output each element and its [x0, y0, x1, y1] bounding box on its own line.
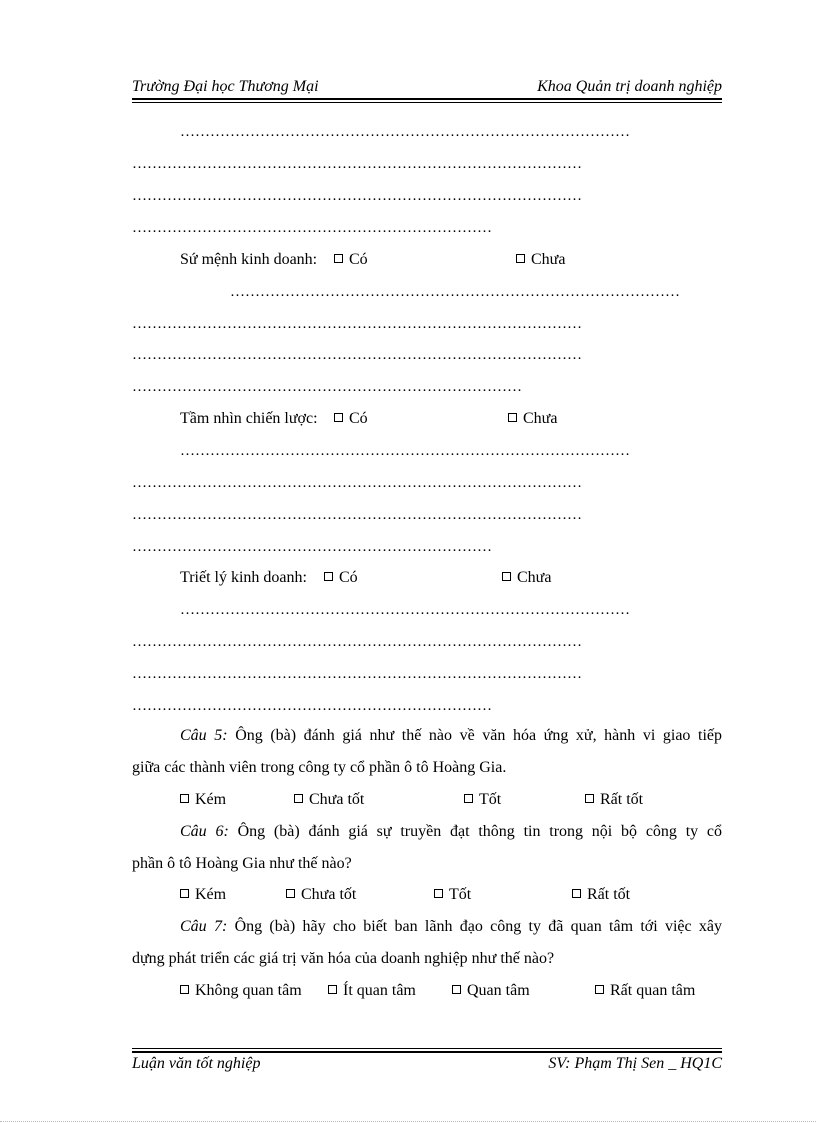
checkbox-icon[interactable] [516, 254, 525, 263]
dotted-line: ……………………………………………………………………………… [132, 666, 582, 682]
option-label: Có [349, 251, 368, 268]
q7-option-4[interactable] [595, 982, 695, 1000]
checkbox-icon[interactable] [572, 889, 581, 898]
dotted-line: ……………………………………………………………………………… [132, 507, 582, 523]
q6-option-4[interactable] [572, 886, 630, 904]
dotted-line: ……………………………………………………………………………… [132, 188, 582, 204]
checkbox-icon[interactable] [502, 572, 511, 581]
vision-yes-option[interactable] [334, 410, 368, 428]
q5-option-4[interactable] [585, 791, 643, 809]
dotted-line: ……………………………………………………………………………… [132, 634, 582, 650]
mission-no-option[interactable] [516, 251, 565, 269]
option-label: Tốt [449, 886, 472, 903]
header-school: Trường Đại học Thương Mại [132, 78, 319, 95]
page-edge-divider [0, 1121, 816, 1122]
option-label: Rất tốt [587, 886, 631, 903]
dotted-line: …………………………………………………………………… [132, 379, 522, 395]
philosophy-label: Triết lý kinh doanh: [180, 569, 307, 586]
dotted-line: ……………………………………………………………… [132, 539, 492, 555]
q6-option-3[interactable] [434, 886, 471, 904]
checkbox-icon[interactable] [324, 572, 333, 581]
header-faculty: Khoa Quản trị doanh nghiệp [537, 78, 722, 95]
option-label: Tốt [479, 791, 502, 808]
option-label: Rất tốt [600, 791, 644, 808]
q5-option-2[interactable] [294, 791, 364, 809]
q7-option-3[interactable] [452, 982, 530, 1000]
option-label: Có [349, 410, 368, 427]
page-header [132, 78, 722, 98]
question-5-line-2: giữa các thành viên trong công ty cổ phần ô tô Hoàng Gia. [132, 759, 507, 776]
dotted-line: ……………………………………………………………………………… [180, 602, 630, 618]
question-5-text: Ông (bà) đánh giá như thế nào về văn hóa ứng xử, hành vi giao tiếp [235, 727, 723, 744]
vision-no-option[interactable] [508, 410, 557, 428]
option-label: Chưa [523, 410, 558, 427]
q7-option-2[interactable] [328, 982, 416, 1000]
q5-option-3[interactable] [464, 791, 501, 809]
checkbox-icon[interactable] [286, 889, 295, 898]
option-label: Quan tâm [467, 982, 530, 999]
q7-option-1[interactable] [180, 982, 302, 1000]
option-label: Kém [195, 886, 227, 903]
checkbox-icon[interactable] [180, 889, 189, 898]
question-7-number: Câu 7: [180, 918, 228, 935]
footer-rule-thin [132, 1048, 722, 1049]
checkbox-icon[interactable] [180, 794, 189, 803]
q5-option-1[interactable] [180, 791, 226, 809]
checkbox-icon[interactable] [334, 254, 343, 263]
footer-student: SV: Phạm Thị Sen _ HQ1C [548, 1055, 722, 1072]
option-label: Kém [195, 791, 227, 808]
q6-option-2[interactable] [286, 886, 356, 904]
question-6-line-1 [180, 823, 722, 841]
option-label: Chưa tốt [309, 791, 365, 808]
q6-option-1[interactable] [180, 886, 226, 904]
dotted-line: ……………………………………………………………… [132, 220, 492, 236]
question-6-text: Ông (bà) đánh giá sự truyền đạt thông tin trong nội bộ công ty cổ [237, 823, 723, 840]
question-7-line-1 [180, 918, 722, 936]
question-6-number: Câu 6: [180, 823, 229, 840]
option-label: Không quan tâm [195, 982, 302, 999]
question-6-line-2: phần ô tô Hoàng Gia như thế nào? [132, 855, 352, 872]
checkbox-icon[interactable] [294, 794, 303, 803]
checkbox-icon[interactable] [180, 985, 189, 994]
dotted-line: ……………………………………………………………………………… [230, 284, 680, 300]
option-label: Có [339, 569, 358, 586]
option-label: Chưa [517, 569, 552, 586]
header-rule-thin [132, 102, 722, 103]
option-label: Rất quan tâm [610, 982, 696, 999]
vision-label: Tầm nhìn chiến lược: [180, 410, 318, 427]
dotted-line: ……………………………………………………………………………… [180, 124, 630, 140]
dotted-line: ……………………………………………………………………………… [132, 156, 582, 172]
dotted-line: ……………………………………………………………………………… [180, 443, 630, 459]
checkbox-icon[interactable] [508, 413, 517, 422]
philosophy-no-option[interactable] [502, 569, 551, 587]
header-rule-thick [132, 98, 722, 100]
mission-yes-option[interactable] [334, 251, 368, 269]
question-5-line-1 [180, 727, 722, 745]
checkbox-icon[interactable] [464, 794, 473, 803]
checkbox-icon[interactable] [334, 413, 343, 422]
checkbox-icon[interactable] [452, 985, 461, 994]
footer-thesis: Luận văn tốt nghiệp [132, 1055, 261, 1072]
dotted-line: ……………………………………………………………… [132, 698, 492, 714]
option-label: Ít quan tâm [343, 982, 416, 999]
option-label: Chưa tốt [301, 886, 357, 903]
mission-label: Sứ mệnh kinh doanh: [180, 251, 318, 268]
checkbox-icon[interactable] [434, 889, 443, 898]
dotted-line: ……………………………………………………………………………… [132, 316, 582, 332]
question-7-text: Ông (bà) hãy cho biết ban lãnh đạo công ty đã quan tâm tới việc xây [234, 918, 723, 935]
footer-rule-thick [132, 1051, 722, 1053]
question-7-line-2: dựng phát triển các giá trị văn hóa của doanh nghiệp như thế nào? [132, 950, 555, 967]
philosophy-yes-option[interactable] [324, 569, 358, 587]
checkbox-icon[interactable] [595, 985, 604, 994]
checkbox-icon[interactable] [328, 985, 337, 994]
dotted-line: ……………………………………………………………………………… [132, 475, 582, 491]
question-5-number: Câu 5: [180, 727, 228, 744]
option-label: Chưa [531, 251, 566, 268]
dotted-line: ……………………………………………………………………………… [132, 347, 582, 363]
checkbox-icon[interactable] [585, 794, 594, 803]
